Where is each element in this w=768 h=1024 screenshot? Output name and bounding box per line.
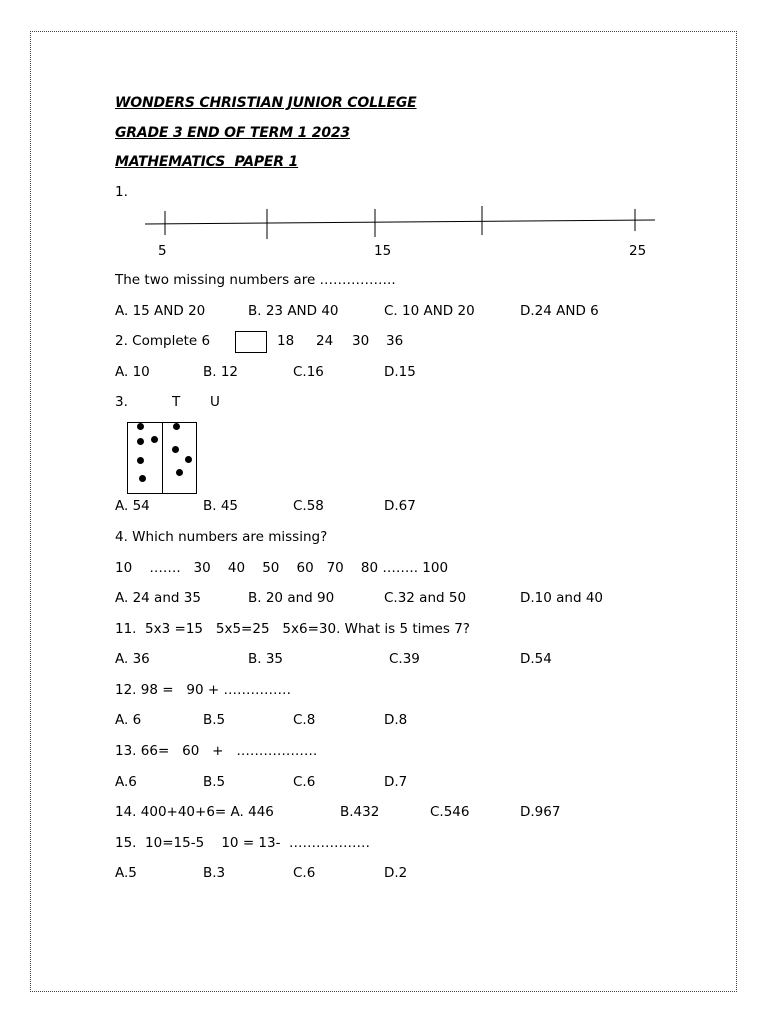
option: B.432 (340, 804, 380, 820)
number-line (145, 203, 657, 263)
option: D.54 (520, 651, 552, 667)
option: B. 12 (203, 364, 239, 380)
sequence-number: 30 (352, 333, 370, 349)
q4-sequence: 10 ……. 30 40 50 60 70 80 …….. 100 (115, 560, 449, 576)
tens-dot (151, 436, 158, 443)
option: C.39 (389, 651, 420, 667)
option: A. 10 (115, 364, 150, 380)
sequence-number: 36 (386, 333, 404, 349)
option: B. 23 AND 40 (248, 303, 339, 319)
option: C.32 and 50 (384, 590, 467, 606)
q14-prompt: 14. 400+40+6= A. 446 (115, 804, 274, 820)
place-value-divider (162, 423, 163, 493)
option: D.10 and 40 (520, 590, 604, 606)
option: B. 45 (203, 498, 239, 514)
units-dot (176, 469, 183, 476)
option: A. 54 (115, 498, 150, 514)
option: B. 35 (248, 651, 284, 667)
school-name: WONDERS CHRISTIAN JUNIOR COLLEGE (115, 95, 417, 111)
q13-prompt: 13. 66= 60 + ……………… (115, 743, 318, 759)
option: B.5 (203, 712, 226, 728)
option: D.7 (384, 774, 408, 790)
option: A. 36 (115, 651, 150, 667)
number-line-label: 25 (629, 243, 647, 259)
q3-number: 3. (115, 394, 128, 410)
option: D.67 (384, 498, 416, 514)
tens-dot (137, 457, 144, 464)
option: B.3 (203, 865, 226, 881)
units-dot (173, 423, 180, 430)
q2-prompt: 2. Complete 6 (115, 333, 211, 349)
q15-prompt: 15. 10=15-5 10 = 13- ……………… (115, 835, 371, 851)
q1-number: 1. (115, 184, 128, 200)
option: D.967 (520, 804, 561, 820)
number-line-label: 15 (374, 243, 392, 259)
option: C.546 (430, 804, 470, 820)
answer-blank-box (235, 331, 267, 353)
units-dot (185, 456, 192, 463)
option: B. 20 and 90 (248, 590, 335, 606)
sequence-number: 24 (316, 333, 334, 349)
option: C.16 (293, 364, 324, 380)
q4-prompt: 4. Which numbers are missing? (115, 529, 328, 545)
q1-prompt: The two missing numbers are …………….. (115, 272, 396, 288)
option: C. 10 AND 20 (384, 303, 475, 319)
option: D.15 (384, 364, 416, 380)
option: C.6 (293, 865, 316, 881)
option: A. 15 AND 20 (115, 303, 206, 319)
option: C.8 (293, 712, 316, 728)
option: A. 24 and 35 (115, 590, 201, 606)
number-line-axis (145, 220, 655, 224)
units-dot (172, 446, 179, 453)
option: A.5 (115, 865, 137, 881)
tens-dot (137, 423, 144, 430)
sequence-number: 18 (277, 333, 295, 349)
option: A.6 (115, 774, 137, 790)
units-column-label: U (210, 394, 220, 410)
option: C.6 (293, 774, 316, 790)
option: A. 6 (115, 712, 142, 728)
option: D.24 AND 6 (520, 303, 599, 319)
option: C.58 (293, 498, 324, 514)
option: D.2 (384, 865, 408, 881)
tens-column-label: T (172, 394, 181, 410)
place-value-box (127, 422, 197, 494)
q12-prompt: 12. 98 = 90 + …………… (115, 682, 291, 698)
number-line-label: 5 (158, 243, 167, 259)
option: B.5 (203, 774, 226, 790)
exam-term: GRADE 3 END OF TERM 1 2023 (115, 125, 350, 141)
q11-prompt: 11. 5x3 =15 5x5=25 5x6=30. What is 5 times 7? (115, 621, 470, 637)
tens-dot (139, 475, 146, 482)
option: D.8 (384, 712, 408, 728)
exam-subject: MATHEMATICS PAPER 1 (115, 154, 299, 170)
tens-dot (137, 438, 144, 445)
